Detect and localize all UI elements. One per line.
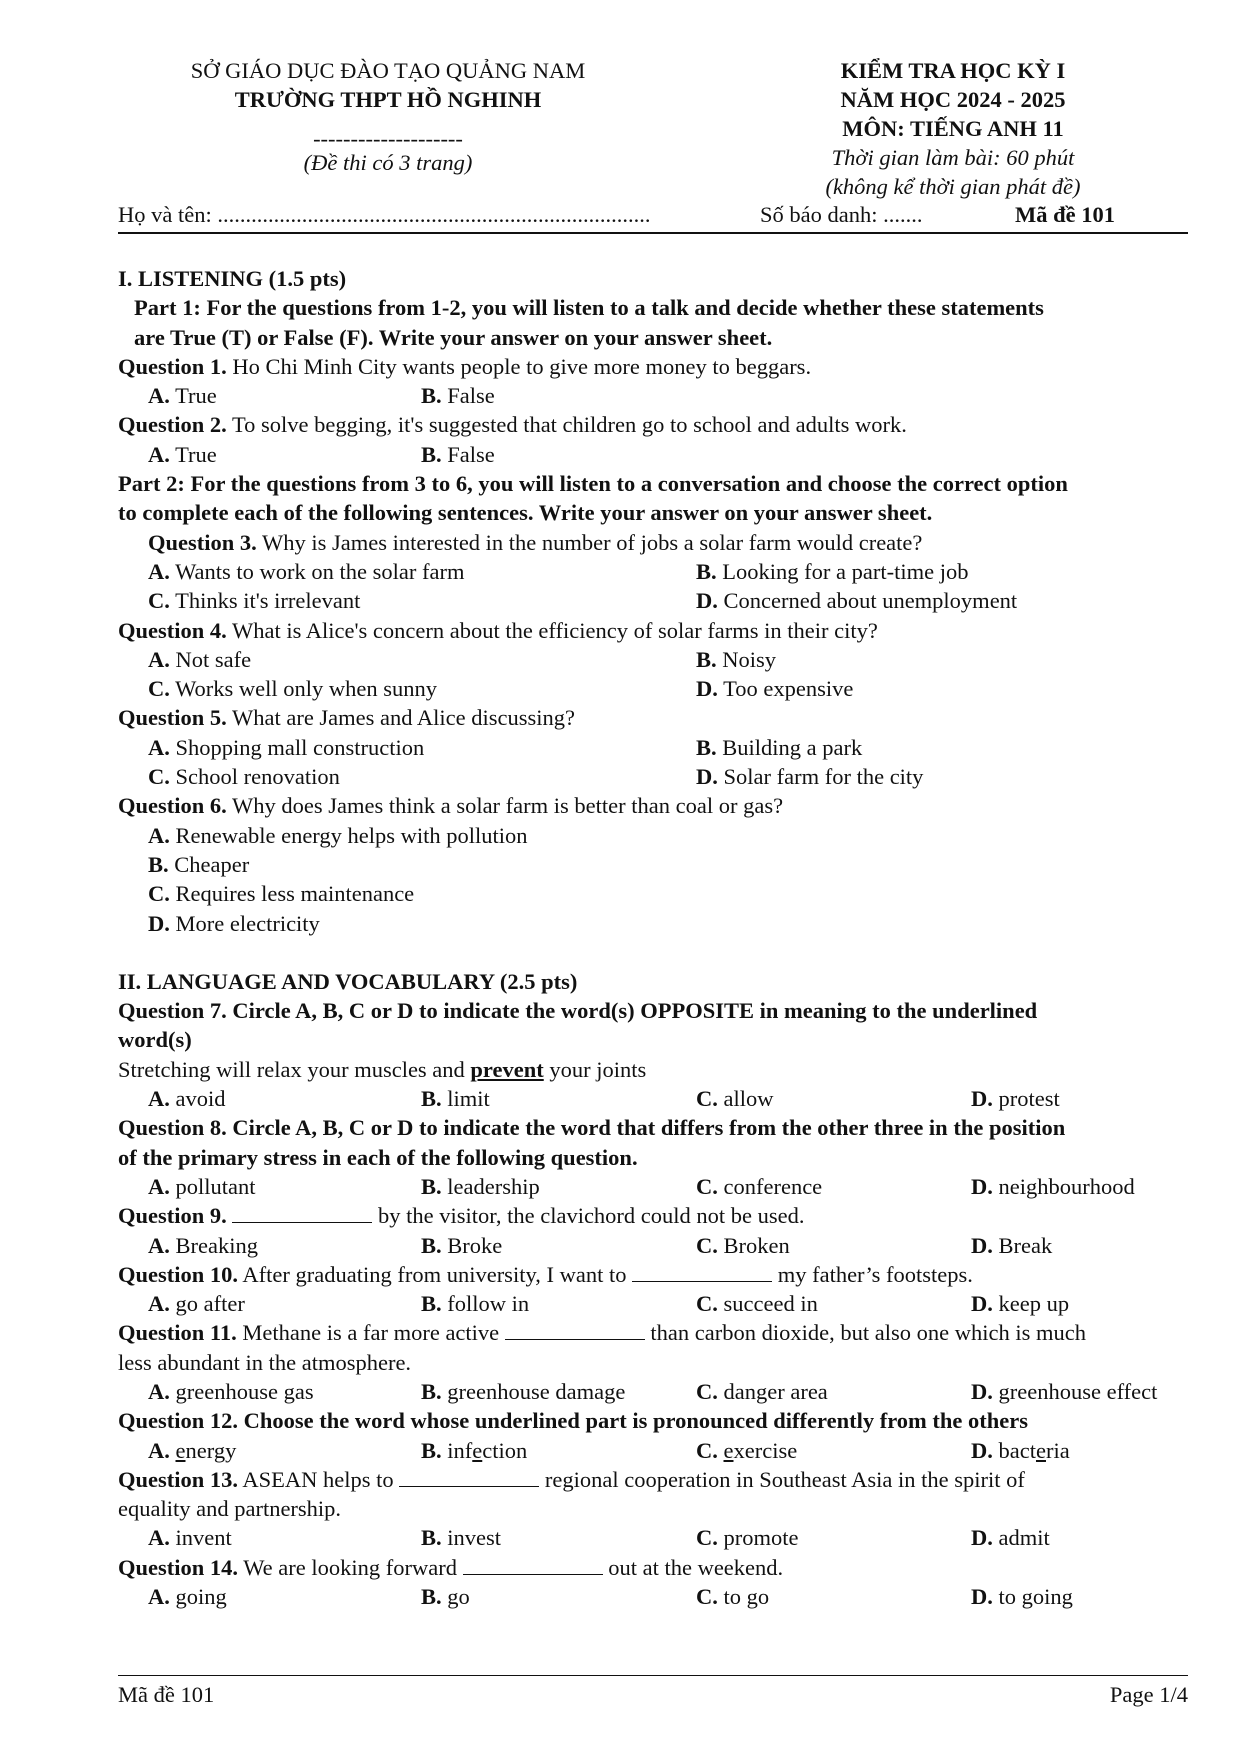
question-1-options bbox=[118, 381, 1188, 410]
option-a[interactable]: A. Breaking bbox=[148, 1232, 258, 1258]
option-d[interactable]: D. to going bbox=[971, 1584, 1073, 1610]
option-d[interactable]: D. Concerned about unemployment bbox=[696, 588, 1018, 614]
question-2-options bbox=[118, 440, 1188, 469]
option-c[interactable]: C. Requires less maintenance bbox=[148, 881, 415, 907]
option-b[interactable]: B. follow in bbox=[421, 1291, 530, 1317]
option-c[interactable]: C. succeed in bbox=[696, 1291, 818, 1317]
answer-blank[interactable] bbox=[232, 1204, 372, 1223]
question-8-instruction-2: of the primary stress in each of the following question. bbox=[118, 1144, 638, 1170]
option-a[interactable]: A. go after bbox=[148, 1291, 245, 1317]
exam-code: Mã đề 101 bbox=[1015, 202, 1115, 227]
subject: MÔN: TIẾNG ANH 11 bbox=[842, 116, 1064, 141]
question-9: Question 9. by the visitor, the clavichord could not be used. bbox=[118, 1203, 805, 1229]
option-b[interactable]: B. Broke bbox=[421, 1232, 503, 1258]
answer-blank[interactable] bbox=[463, 1556, 603, 1575]
option-b[interactable]: B. Noisy bbox=[696, 646, 777, 672]
option-b[interactable]: B. False bbox=[421, 383, 495, 409]
question-4-options-cd bbox=[118, 674, 1188, 703]
exam-time: Thời gian làm bài: 60 phút bbox=[831, 145, 1075, 170]
question-6: Question 6. Why does James think a solar farm is better than coal or gas? bbox=[118, 793, 784, 819]
question-10: Question 10. After graduating from university, I want to my father’s footsteps. bbox=[118, 1261, 973, 1287]
exam-time-note: (không kể thời gian phát đề) bbox=[825, 174, 1081, 199]
underlined-word: prevent bbox=[470, 1056, 544, 1082]
student-id-field[interactable]: Số báo danh: ....... bbox=[760, 202, 923, 227]
part1-instruction: Part 1: For the questions from 1-2, you will listen to a talk and decide whether these statements bbox=[134, 295, 1044, 321]
option-d[interactable]: D. Break bbox=[971, 1232, 1053, 1258]
answer-blank[interactable] bbox=[505, 1321, 645, 1340]
option-a[interactable]: A. True bbox=[148, 441, 217, 467]
question-7: Stretching will relax your muscles and prevent your joints bbox=[118, 1056, 647, 1082]
question-12-instruction: Question 12. Choose the word whose underlined part is pronounced differently from the others bbox=[118, 1408, 1029, 1434]
option-a[interactable]: A. Shopping mall construction bbox=[148, 734, 425, 760]
option-d[interactable]: D. keep up bbox=[971, 1291, 1070, 1317]
option-c[interactable]: C. allow bbox=[696, 1086, 774, 1112]
question-4: Question 4. What is Alice's concern about the efficiency of solar farms in their city? bbox=[118, 617, 878, 643]
option-b[interactable]: B. Looking for a part-time job bbox=[696, 558, 969, 584]
option-a[interactable]: A. Wants to work on the solar farm bbox=[148, 558, 465, 584]
footer-exam-code: Mã đề 101 bbox=[118, 1682, 215, 1707]
option-b[interactable]: B. leadership bbox=[421, 1173, 540, 1199]
question-3: Question 3. Why is James interested in the number of jobs a solar farm would create? bbox=[148, 529, 923, 555]
section-listening-title: I. LISTENING (1.5 pts) bbox=[118, 266, 347, 291]
option-a[interactable]: A. pollutant bbox=[148, 1173, 256, 1199]
pages-note: (Đề thi có 3 trang) bbox=[303, 150, 473, 175]
question-4-options-ab bbox=[118, 645, 1188, 674]
option-c[interactable]: C. School renovation bbox=[148, 764, 340, 790]
option-c[interactable]: C. Works well only when sunny bbox=[148, 676, 438, 702]
option-d[interactable]: D. greenhouse effect bbox=[971, 1378, 1158, 1404]
question-1: Question 1. Ho Chi Minh City wants people to give more money to beggars. bbox=[118, 353, 812, 379]
student-info-line bbox=[118, 202, 1188, 234]
exam-header bbox=[118, 56, 1188, 202]
header-left bbox=[118, 56, 658, 177]
exam-page bbox=[118, 56, 1188, 1611]
option-b[interactable]: B. greenhouse damage bbox=[421, 1378, 626, 1404]
option-b[interactable]: B. limit bbox=[421, 1086, 490, 1112]
option-c[interactable]: C. Thinks it's irrelevant bbox=[148, 588, 361, 614]
question-10-options bbox=[118, 1289, 1188, 1318]
option-c[interactable]: C. exercise bbox=[696, 1437, 798, 1463]
option-b[interactable]: B. invest bbox=[421, 1525, 502, 1551]
question-11-line-2: less abundant in the atmosphere. bbox=[118, 1349, 412, 1375]
question-5-options-ab bbox=[118, 733, 1188, 762]
student-name-field[interactable]: Họ và tên: ............................................................................. bbox=[118, 202, 651, 227]
department-name: SỞ GIÁO DỤC ĐÀO TẠO QUẢNG NAM bbox=[190, 58, 586, 83]
option-a[interactable]: A. energy bbox=[148, 1437, 237, 1463]
option-b[interactable]: B. Building a park bbox=[696, 734, 863, 760]
option-c[interactable]: C. Broken bbox=[696, 1232, 790, 1258]
question-14: Question 14. We are looking forward out at the weekend. bbox=[118, 1554, 784, 1580]
question-14-options bbox=[118, 1582, 1188, 1611]
page-number: Page 1/4 bbox=[1109, 1682, 1188, 1707]
part1-instruction-2: are True (T) or False (F). Write your answer on your answer sheet. bbox=[134, 324, 773, 350]
option-a[interactable]: A. True bbox=[148, 383, 217, 409]
part2-instruction: Part 2: For the questions from 3 to 6, you will listen to a conversation and choose the correct option bbox=[118, 471, 1068, 497]
question-7-instruction: Question 7. Circle A, B, C or D to indicate the word(s) OPPOSITE in meaning to the underlined bbox=[118, 998, 1038, 1024]
question-13: Question 13. ASEAN helps to regional cooperation in Southeast Asia in the spirit of bbox=[118, 1466, 1025, 1492]
option-d[interactable]: D. Solar farm for the city bbox=[696, 764, 924, 790]
question-13-options bbox=[118, 1523, 1188, 1552]
page-footer bbox=[118, 1675, 1188, 1712]
header-right bbox=[718, 56, 1188, 201]
option-d[interactable]: D. More electricity bbox=[148, 910, 320, 936]
option-c[interactable]: C. to go bbox=[696, 1584, 770, 1610]
answer-blank[interactable] bbox=[632, 1263, 772, 1282]
option-d[interactable]: D. bacteria bbox=[971, 1437, 1070, 1463]
option-b[interactable]: B. infection bbox=[421, 1437, 528, 1463]
question-11-options bbox=[118, 1377, 1188, 1406]
part2-instruction-2: to complete each of the following sentences. Write your answer on your answer sheet. bbox=[118, 500, 933, 526]
question-8-options bbox=[118, 1172, 1188, 1201]
option-c[interactable]: C. conference bbox=[696, 1173, 823, 1199]
question-12-options bbox=[118, 1436, 1188, 1465]
question-3-options-ab bbox=[118, 557, 1188, 586]
option-d[interactable]: D. Too expensive bbox=[696, 676, 854, 702]
option-b[interactable]: B. go bbox=[421, 1584, 470, 1610]
header-dashes: -------------------- bbox=[313, 126, 463, 151]
section-language-title: II. LANGUAGE AND VOCABULARY (2.5 pts) bbox=[118, 968, 578, 994]
question-5-options-cd bbox=[118, 762, 1188, 791]
question-13-line-2: equality and partnership. bbox=[118, 1496, 342, 1522]
question-2: Question 2. To solve begging, it's suggested that children go to school and adults work. bbox=[118, 412, 907, 438]
question-9-options bbox=[118, 1231, 1188, 1260]
option-a[interactable]: A. going bbox=[148, 1584, 227, 1610]
option-c[interactable]: C. danger area bbox=[696, 1378, 828, 1404]
question-8-instruction: Question 8. Circle A, B, C or D to indicate the word that differs from the other three in the position bbox=[118, 1115, 1066, 1141]
question-7-instruction-2: word(s) bbox=[118, 1027, 192, 1053]
option-b[interactable]: B. Cheaper bbox=[148, 851, 250, 877]
question-3-options-cd bbox=[118, 586, 1188, 615]
option-a[interactable]: A. Renewable energy helps with pollution bbox=[148, 822, 528, 848]
option-b[interactable]: B. False bbox=[421, 441, 495, 467]
school-name: TRƯỜNG THPT HỒ NGHINH bbox=[234, 87, 542, 112]
school-year: NĂM HỌC 2024 - 2025 bbox=[840, 87, 1066, 112]
question-11: Question 11. Methane is a far more active than carbon dioxide, but also one which is much bbox=[118, 1320, 1086, 1346]
option-a[interactable]: A. avoid bbox=[148, 1086, 226, 1112]
question-7-options bbox=[118, 1084, 1188, 1113]
option-a[interactable]: A. greenhouse gas bbox=[148, 1378, 314, 1404]
exam-title: KIỂM TRA HỌC KỲ I bbox=[840, 58, 1066, 83]
question-5: Question 5. What are James and Alice discussing? bbox=[118, 705, 575, 731]
option-a[interactable]: A. Not safe bbox=[148, 646, 252, 672]
option-a[interactable]: A. invent bbox=[148, 1525, 232, 1551]
option-d[interactable]: D. neighbourhood bbox=[971, 1173, 1135, 1199]
exam-content bbox=[118, 264, 1188, 1611]
answer-blank[interactable] bbox=[399, 1468, 539, 1487]
option-c[interactable]: C. promote bbox=[696, 1525, 799, 1551]
option-d[interactable]: D. admit bbox=[971, 1525, 1050, 1551]
option-d[interactable]: D. protest bbox=[971, 1086, 1060, 1112]
